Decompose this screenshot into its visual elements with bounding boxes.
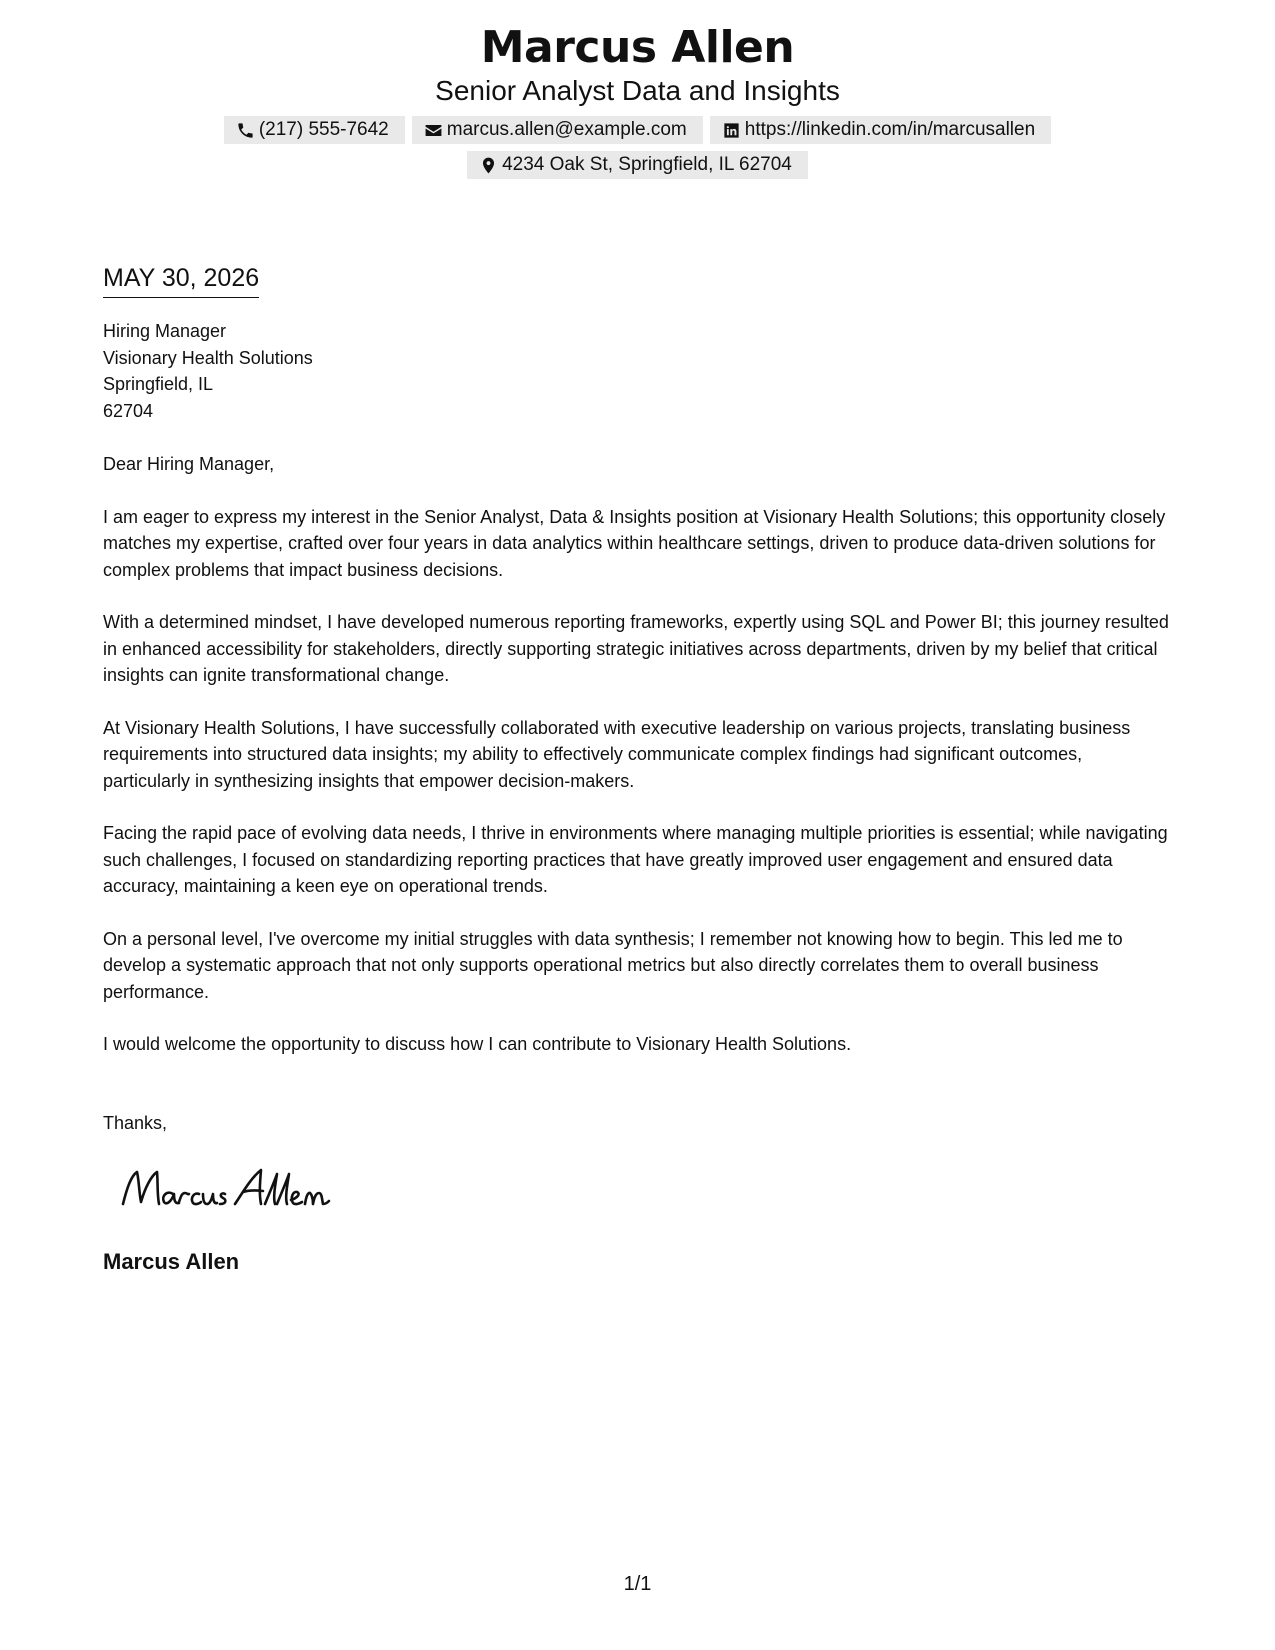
recipient-title: Hiring Manager xyxy=(103,321,227,341)
email-address[interactable]: marcus.allen@example.com xyxy=(446,119,687,140)
paragraph-frameworks: With a determined mindset, I have developed numerous reporting frameworks, expertly using SQL and Power BI; this journey resulted in enhanced accessibility for stakeholders, directly supporting strategic initiatives across departments, driven by my belief that critical insights can ignite transformational change. xyxy=(103,612,1169,685)
paragraph-personal: On a personal level, I've overcome my initial struggles with data synthesis; I remember not knowing how to begin. This led me to develop a systematic approach that not only supports operational metrics but also directly correlates them to overall business performance. xyxy=(103,928,1123,1002)
salutation: Dear Hiring Manager, xyxy=(103,454,275,474)
paragraph-interest: I am eager to express my interest in the Senior Analyst, Data & Insights position at Visionary Health Solutions; this opportunity closely matches my expertise, crafted over four years in data analytics within healthcare settings, driven to produce data-driven solutions for complex problems that impact business decisions. xyxy=(103,506,1166,580)
paragraph-collaboration: At Visionary Health Solutions, I have successfully collaborated with executive leadership on various projects, translating business requirements into structured data insights; my ability to effectively communicate complex findings had significant outcomes, particularly in synthesizing insights that empower decision-makers. xyxy=(103,717,1131,791)
recipient-address xyxy=(103,318,1173,424)
closing-block xyxy=(103,1110,1173,1276)
job-title: Senior Analyst Data and Insights xyxy=(435,75,840,106)
recipient-city: Springfield, IL xyxy=(103,374,214,394)
map-pin-icon xyxy=(479,156,502,175)
paragraph-closing: I would welcome the opportunity to discuss how I can contribute to Visionary Health Solutions. xyxy=(103,1034,852,1054)
letter-body xyxy=(103,262,1173,1276)
applicant-name: Marcus Allen xyxy=(480,22,795,73)
contact-phone xyxy=(224,116,405,144)
street-address: 4234 Oak St, Springfield, IL 62704 xyxy=(502,154,792,175)
signer-name: Marcus Allen xyxy=(103,1248,240,1274)
letter-date: MAY 30, 2026 xyxy=(103,262,259,298)
linkedin-url[interactable]: https://linkedin.com/in/marcusallen xyxy=(744,119,1036,140)
contact-linkedin[interactable] xyxy=(710,116,1051,144)
recipient-company: Visionary Health Solutions xyxy=(103,347,313,368)
page-number: 1/1 xyxy=(623,1573,652,1595)
closing-phrase: Thanks, xyxy=(103,1112,168,1133)
linkedin-icon xyxy=(722,121,745,140)
phone-icon xyxy=(236,121,259,140)
recipient-zip: 62704 xyxy=(103,400,154,421)
contact-email[interactable] xyxy=(412,116,703,144)
contact-info xyxy=(208,116,1068,179)
contact-address xyxy=(467,151,808,179)
phone-number: (217) 555-7642 xyxy=(258,119,389,140)
letter-header xyxy=(0,22,1275,179)
paragraph-priorities: Facing the rapid pace of evolving data needs, I thrive in environments where managing multiple priorities is essential; while navigating such challenges, I focused on standardizing reporting practices that have greatly improved user engagement and ensured data accuracy, maintaining a keen eye on operational trends. xyxy=(103,823,1168,896)
envelope-icon xyxy=(424,121,447,140)
handwritten-signature xyxy=(117,1158,347,1218)
